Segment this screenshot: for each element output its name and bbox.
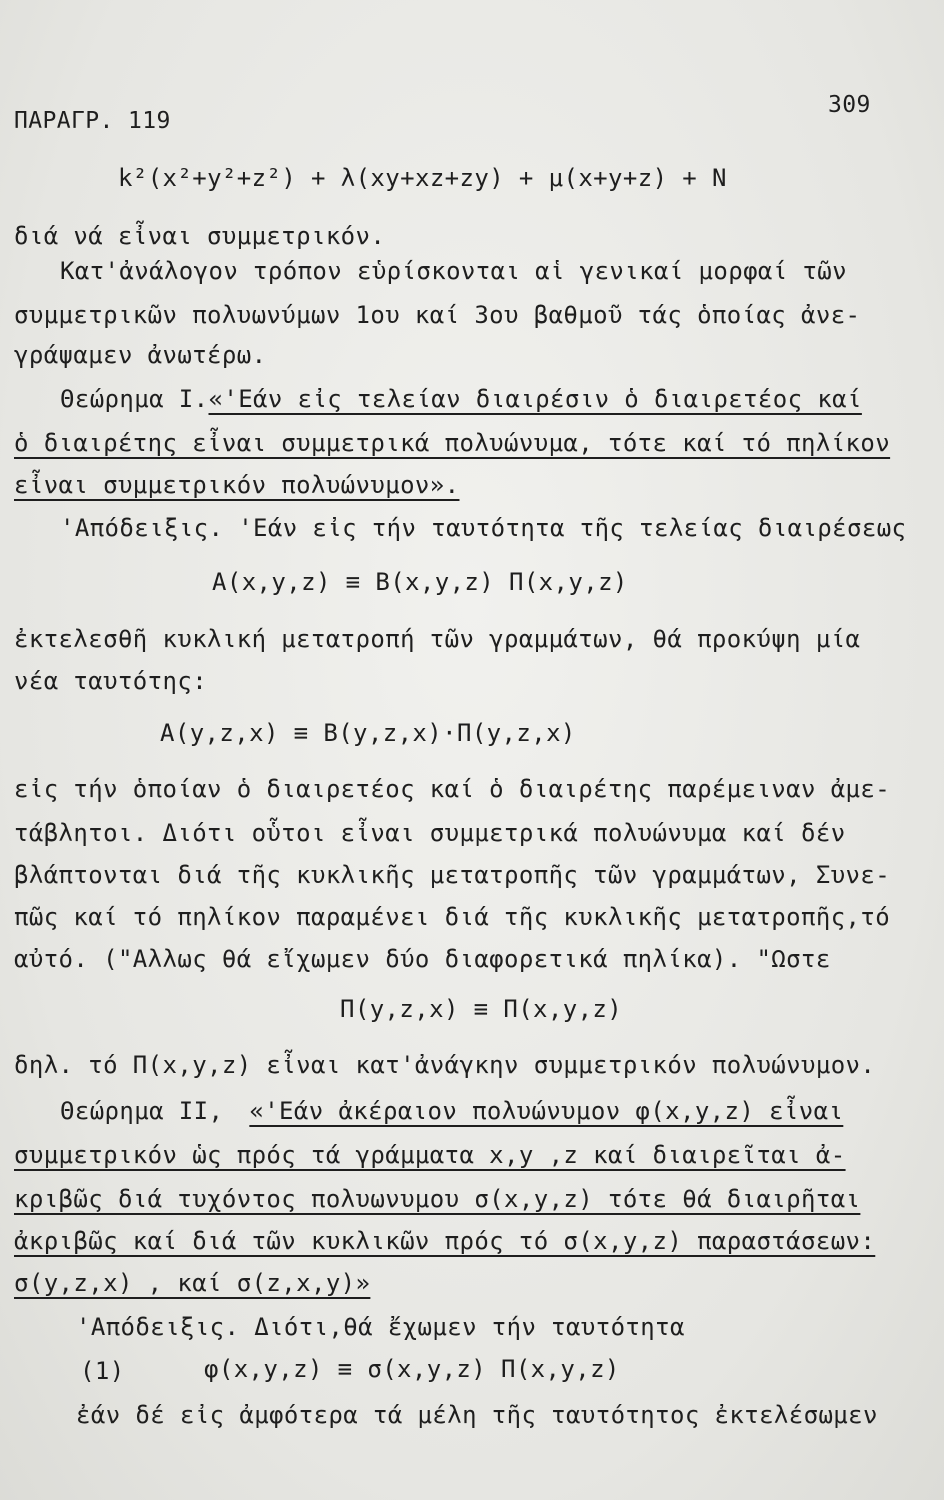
text-line: συμμετρικῶν πολυωνύμων 1ου καί 3ου βαθμοῦ τάς ὁποίας ἀνε-	[14, 301, 861, 329]
theorem-statement: «'Εάν ἀκέραιον πολυώνυμον φ(x,y,z) εἶναι	[249, 1097, 844, 1125]
text-line: Κατ'ἀνάλογον τρόπον εὑρίσκονται αἱ γενικαί μορφαί τῶν	[60, 257, 848, 285]
formula-line: k²(x²+y²+z²) + λ(xy+xz+zy) + μ(x+y+z) + N	[118, 164, 727, 192]
formula-line: φ(x,y,z) ≡ σ(x,y,z) Π(x,y,z)	[204, 1355, 620, 1383]
text-line: γράψαμεν ἀνωτέρω.	[14, 341, 267, 369]
text-line: εἰς τήν ὁποίαν ὁ διαιρετέος καί ὁ διαιρέτης παρέμειναν ἀμε-	[14, 775, 891, 803]
equation-number: (1)	[80, 1357, 125, 1385]
text-line: βλάπτονται διά τῆς κυκλικῆς μετατροπῆς τῶν γραμμάτων, Συνε-	[14, 861, 891, 889]
text-line: ἐκτελεσθῆ κυκλική μετατροπή τῶν γραμμάτων, θά προκύψη μία	[14, 625, 861, 653]
theorem-line	[60, 384, 862, 414]
theorem-label: Θεώρημα ΙΙ,	[60, 1097, 224, 1125]
formula-line: Α(y,z,x) ≡ Β(y,z,x)·Π(y,z,x)	[160, 719, 576, 747]
proof-line: 'Απόδειξις. 'Εάν εἰς τήν ταυτότητα τῆς τελείας διαιρέσεως	[60, 514, 907, 542]
proof-line: 'Απόδειξις. Διότι,θά ἔχωμεν τήν ταυτότητα	[76, 1313, 685, 1341]
text-line: νέα ταυτότης:	[14, 667, 208, 695]
text-line: διά νά εἶναι συμμετρικόν.	[14, 222, 386, 250]
text-line: αὐτό. ("Αλλως θά εἴχωμεν δύο διαφορετικά πηλίκα). "Ωστε	[14, 945, 831, 973]
page-number: 309	[828, 92, 871, 118]
theorem-statement-line: εἶναι συμμετρικόν πολυώνυμον».	[14, 471, 460, 499]
theorem-statement-line: ἀκριβῶς καί διά τῶν κυκλικῶν πρός τό σ(x,y,z) παραστάσεων:	[14, 1227, 876, 1255]
text-line: ἐάν δέ εἰς ἀμφότερα τά μέλη τῆς ταυτότητος ἐκτελέσωμεν	[76, 1401, 878, 1429]
formula-line: Π(y,z,x) ≡ Π(x,y,z)	[340, 995, 623, 1023]
theorem-statement-line: ὁ διαιρέτης εἶναι συμμετρικά πολυώνυμα, τότε καί τό πηλίκον	[14, 429, 891, 457]
theorem-statement: «'Εάν εἰς τελείαν διαιρέσιν ὁ διαιρετέος καί	[208, 385, 862, 413]
theorem-statement-line: κριβῶς διά τυχόντος πολυωνυμου σ(x,y,z) τότε θά διαιρῆται	[14, 1185, 861, 1213]
theorem-statement-line: συμμετρικόν ὡς πρός τά γράμματα x,y ,z καί διαιρεῖται ἀ-	[14, 1141, 846, 1169]
theorem-line	[60, 1096, 843, 1126]
text-line: τάβλητοι. Διότι οὗτοι εἶναι συμμετρικά πολυώνυμα καί δέν	[14, 819, 846, 847]
theorem-label: Θεώρημα Ι.	[60, 385, 209, 413]
text-line: δηλ. τό Π(x,y,z) εἶναι κατ'ἀνάγκην συμμετρικόν πολυώνυμον.	[14, 1051, 876, 1079]
text-line: πῶς καί τό πηλίκον παραμένει διά τῆς κυκλικῆς μετατροπῆς,τό	[14, 903, 891, 931]
theorem-statement-line: σ(y,z,x) , καί σ(z,x,y)»	[14, 1269, 371, 1297]
formula-line: Α(x,y,z) ≡ Β(x,y,z) Π(x,y,z)	[212, 568, 628, 596]
section-header: ΠΑΡΑΓΡ. 119	[14, 108, 171, 134]
